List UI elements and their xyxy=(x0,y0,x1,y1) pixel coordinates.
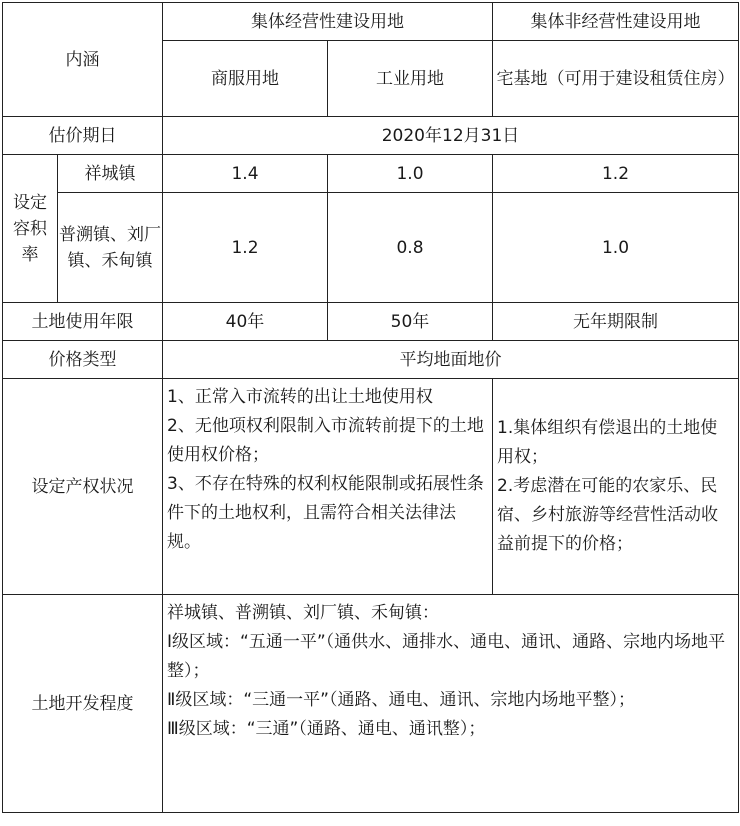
far-commercial-1: 1.4 xyxy=(163,155,328,193)
header-collective-business: 集体经营性建设用地 xyxy=(163,3,493,41)
header-collective-nonbusiness: 集体非经营性建设用地 xyxy=(493,3,739,41)
far-label: 设定容积率 xyxy=(3,155,58,303)
land-term-commercial: 40年 xyxy=(163,303,328,341)
far-industrial-1: 1.0 xyxy=(328,155,493,193)
land-price-definition-table xyxy=(2,2,739,813)
land-term-industrial: 50年 xyxy=(328,303,493,341)
development-content xyxy=(163,595,739,813)
land-term-label: 土地使用年限 xyxy=(3,303,163,341)
valuation-date-label: 估价期日 xyxy=(3,117,163,155)
price-type-label: 价格类型 xyxy=(3,341,163,379)
development-line-1: 祥城镇、普溯镇、刘厂镇、禾甸镇： xyxy=(167,603,439,623)
land-term-homestead: 无年期限制 xyxy=(493,303,739,341)
property-rights-homestead xyxy=(493,379,739,595)
far-homestead-1: 1.2 xyxy=(493,155,739,193)
header-industrial: 工业用地 xyxy=(328,41,493,117)
property-rights-label: 设定产权状况 xyxy=(3,379,163,595)
development-label: 土地开发程度 xyxy=(3,595,163,813)
development-line-2: Ⅰ级区域：“五通一平”（通供水、通排水、通电、通讯、通路、宗地内场地平整）； xyxy=(167,632,726,681)
property-rights-business-line-3: 3、不存在特殊的权利权能限制或拓展性条件下的土地权利，且需符合相关法律法规。 xyxy=(167,474,484,552)
far-industrial-2: 0.8 xyxy=(328,193,493,303)
development-line-4: Ⅲ级区域：“三通”（通路、通电、通讯整）； xyxy=(167,719,486,739)
valuation-date-value: 2020年12月31日 xyxy=(163,117,739,155)
property-rights-homestead-line-1: 1.集体组织有偿退出的土地使用权； xyxy=(497,418,718,467)
property-rights-business-line-1: 1、正常入市流转的出让土地使用权 xyxy=(167,387,433,407)
property-rights-business xyxy=(163,379,493,595)
header-homestead: 宅基地（可用于建设租赁住房） xyxy=(493,41,739,117)
far-town-2: 普溯镇、刘厂镇、禾甸镇 xyxy=(58,193,163,303)
header-commercial: 商服用地 xyxy=(163,41,328,117)
far-homestead-2: 1.0 xyxy=(493,193,739,303)
property-rights-homestead-line-2: 2.考虑潜在可能的农家乐、民宿、乡村旅游等经营性活动收益前提下的价格； xyxy=(497,476,718,554)
price-type-value: 平均地面地价 xyxy=(163,341,739,379)
property-rights-business-line-2: 2、无他项权利限制入市流转前提下的土地使用权价格； xyxy=(167,416,484,465)
development-line-3: Ⅱ级区域：“三通一平”（通路、通电、通讯、宗地内场地平整）； xyxy=(167,690,635,710)
header-label: 内涵 xyxy=(3,3,163,117)
far-town-1: 祥城镇 xyxy=(58,155,163,193)
far-commercial-2: 1.2 xyxy=(163,193,328,303)
